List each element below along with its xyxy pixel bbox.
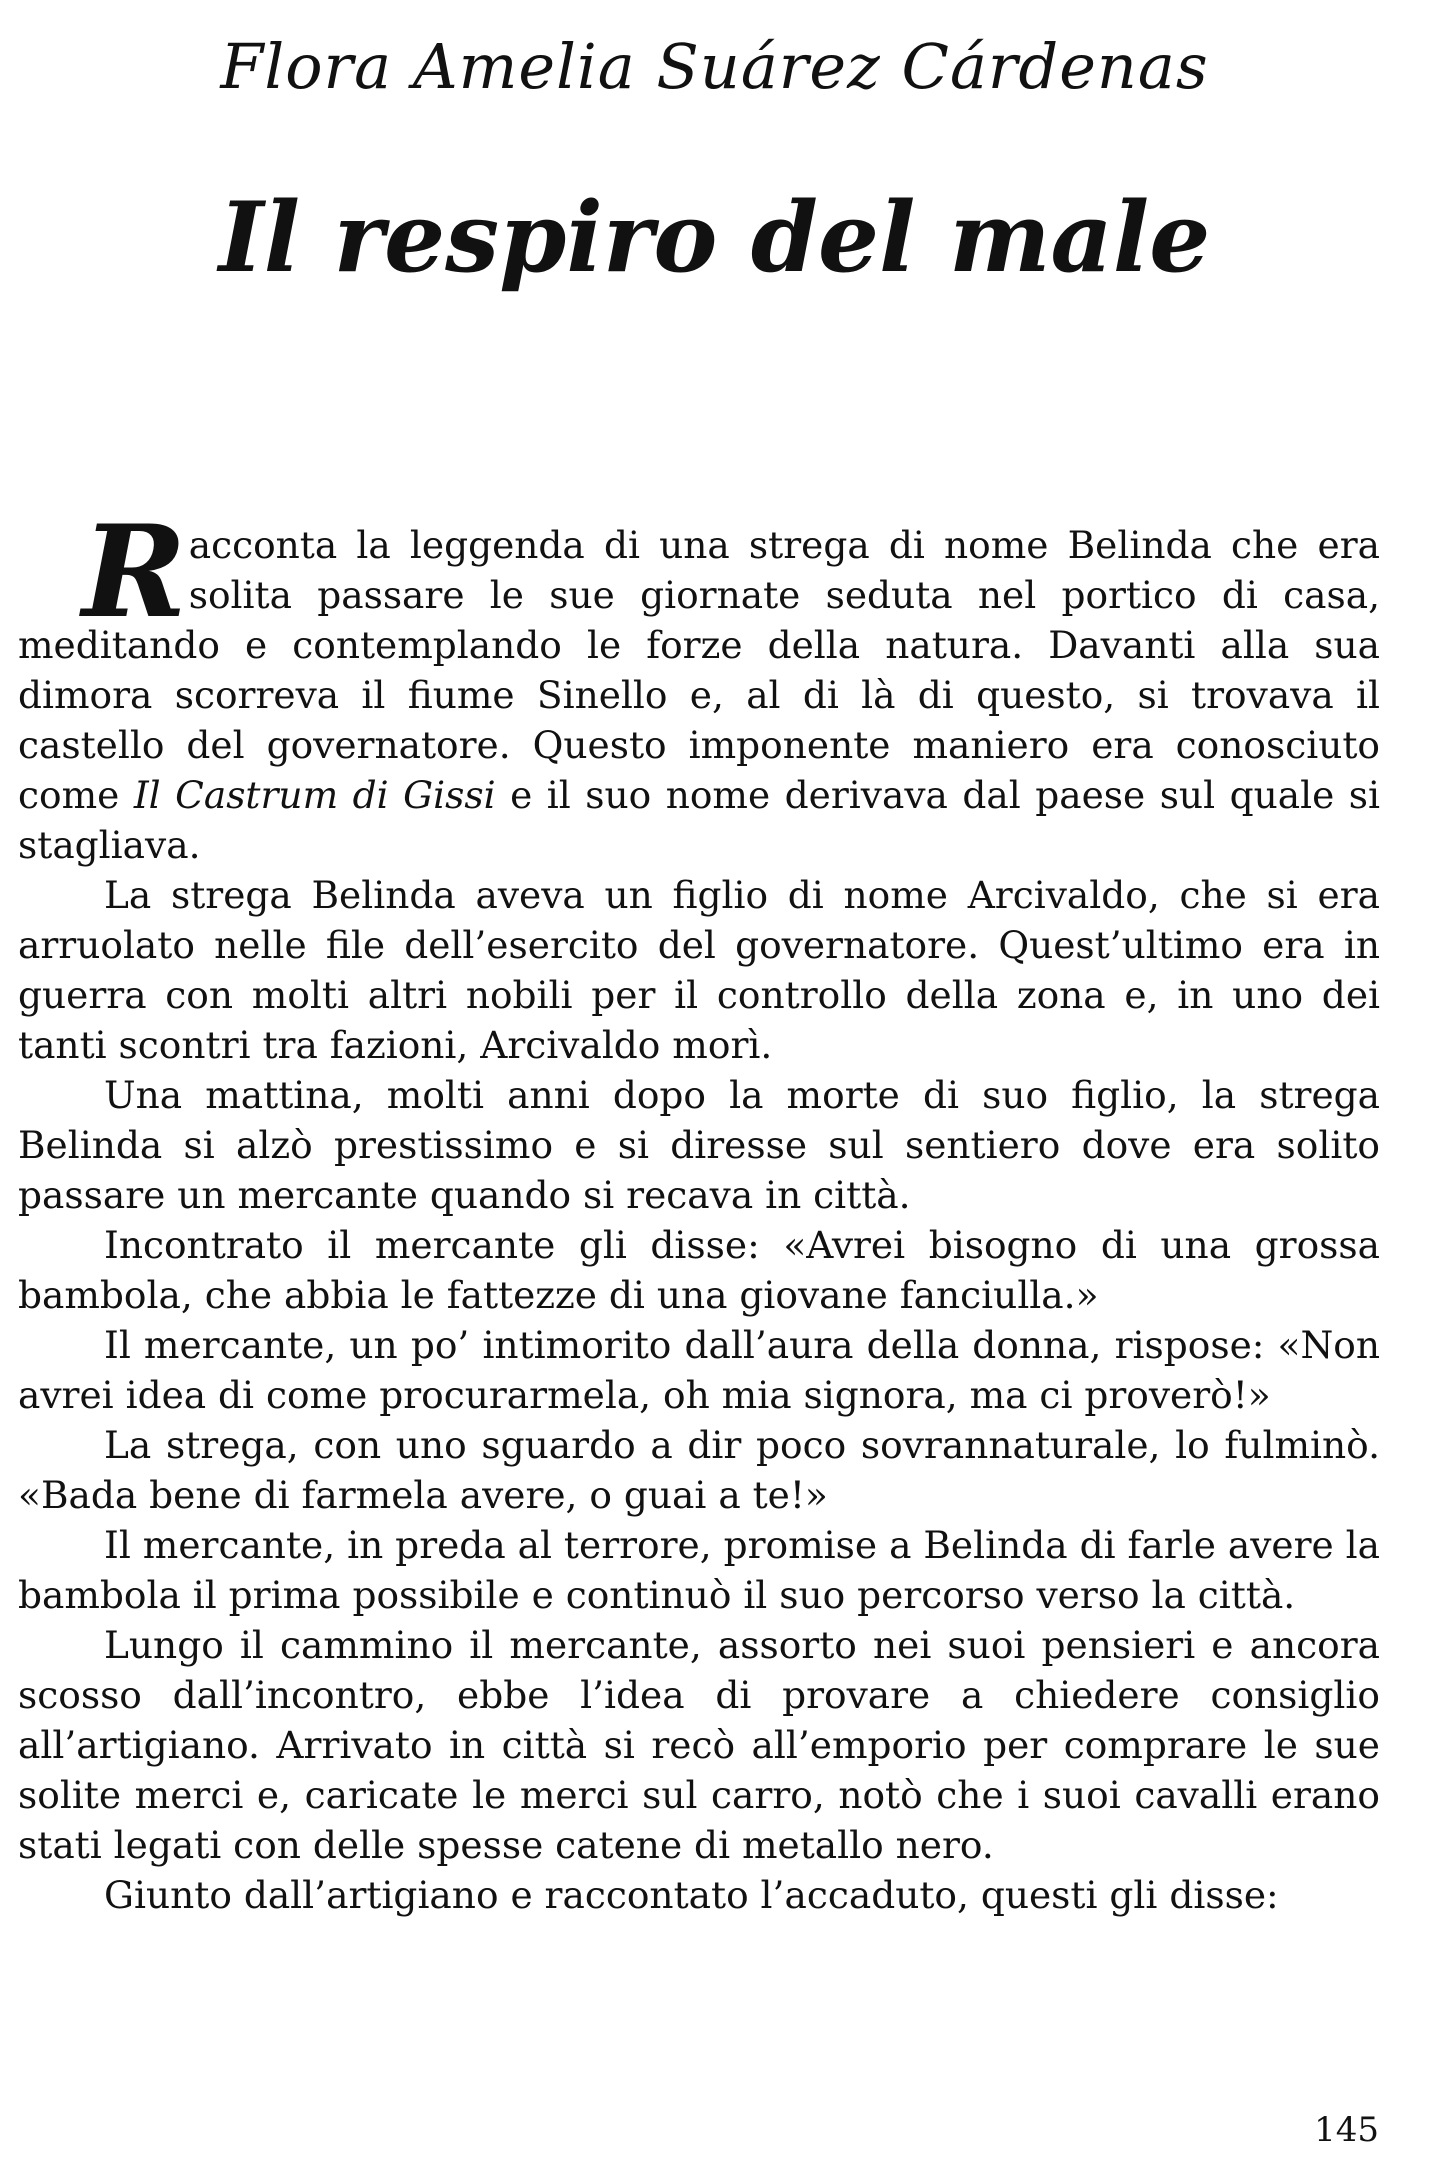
- castle-name: Il Castrum di Gissi: [133, 773, 496, 817]
- paragraph: [18, 498, 1381, 870]
- paragraph: Incontrato il mercante gli disse: «Avrei bisogno di una grossa bambola, che abbia le fattezze di una giovane fanciulla.»: [18, 1223, 1380, 1317]
- paragraph: Una mattina, molti anni dopo la morte di suo figlio, la strega Belinda si alzò prestissimo e si diresse sul sentiero dove era solito passare un mercante quando si recava in città.: [18, 1073, 1380, 1217]
- paragraph: La strega, con uno sguardo a dir poco sovrannaturale, lo fulminò. «Bada bene di farmela avere, o guai a te!»: [18, 1423, 1380, 1517]
- chapter-title: Il respiro del male: [218, 181, 1211, 294]
- page-number: 145: [1314, 2110, 1379, 2150]
- paragraph-text: acconta la leggenda di una strega di nome Belinda che era solita passare le sue giornate seduta nel portico di casa, meditando e contemplando le forze della natura. Davanti alla sua dimora scorreva il fiume Sinello e, al di là di questo, si trovava il castello del governatore. Questo imponente maniero era conosciuto come: [18, 523, 1380, 817]
- paragraph: Giunto dall’artigiano e raccontato l’accaduto, questi gli disse:: [104, 1873, 1279, 1917]
- paragraph: Il mercante, in preda al terrore, promise a Belinda di farle avere la bambola il prima possibile e continuò il suo percorso verso la città.: [18, 1523, 1380, 1617]
- paragraph: Lungo il cammino il mercante, assorto nei suoi pensieri e ancora scosso dall’incontro, ebbe l’idea di provare a chiedere consiglio all’artigiano. Arrivato in città si recò all’emporio per comprare le sue solite merci e, caricate le merci sul carro, notò che i suoi cavalli erano stati legati con delle spesse catene di metallo nero.: [18, 1623, 1380, 1867]
- paragraph: La strega Belinda aveva un figlio di nome Arcivaldo, che si era arruolato nelle file dell’esercito del governatore. Quest’ultimo era in guerra con molti altri nobili per il controllo della zona e, in uno dei tanti scontri tra fazioni, Arcivaldo morì.: [18, 873, 1380, 1067]
- paragraph-text: e il suo nome derivava dal paese sul quale si stagliava.: [18, 773, 1381, 867]
- author-name: Flora Amelia Suárez Cárdenas: [220, 30, 1209, 103]
- drop-cap: R: [82, 498, 187, 646]
- story-text: [18, 498, 1381, 1920]
- paragraph: Il mercante, un po’ intimorito dall’aura della donna, rispose: «Non avrei idea di come procurarmela, oh mia signora, ma ci proverò!»: [18, 1323, 1380, 1417]
